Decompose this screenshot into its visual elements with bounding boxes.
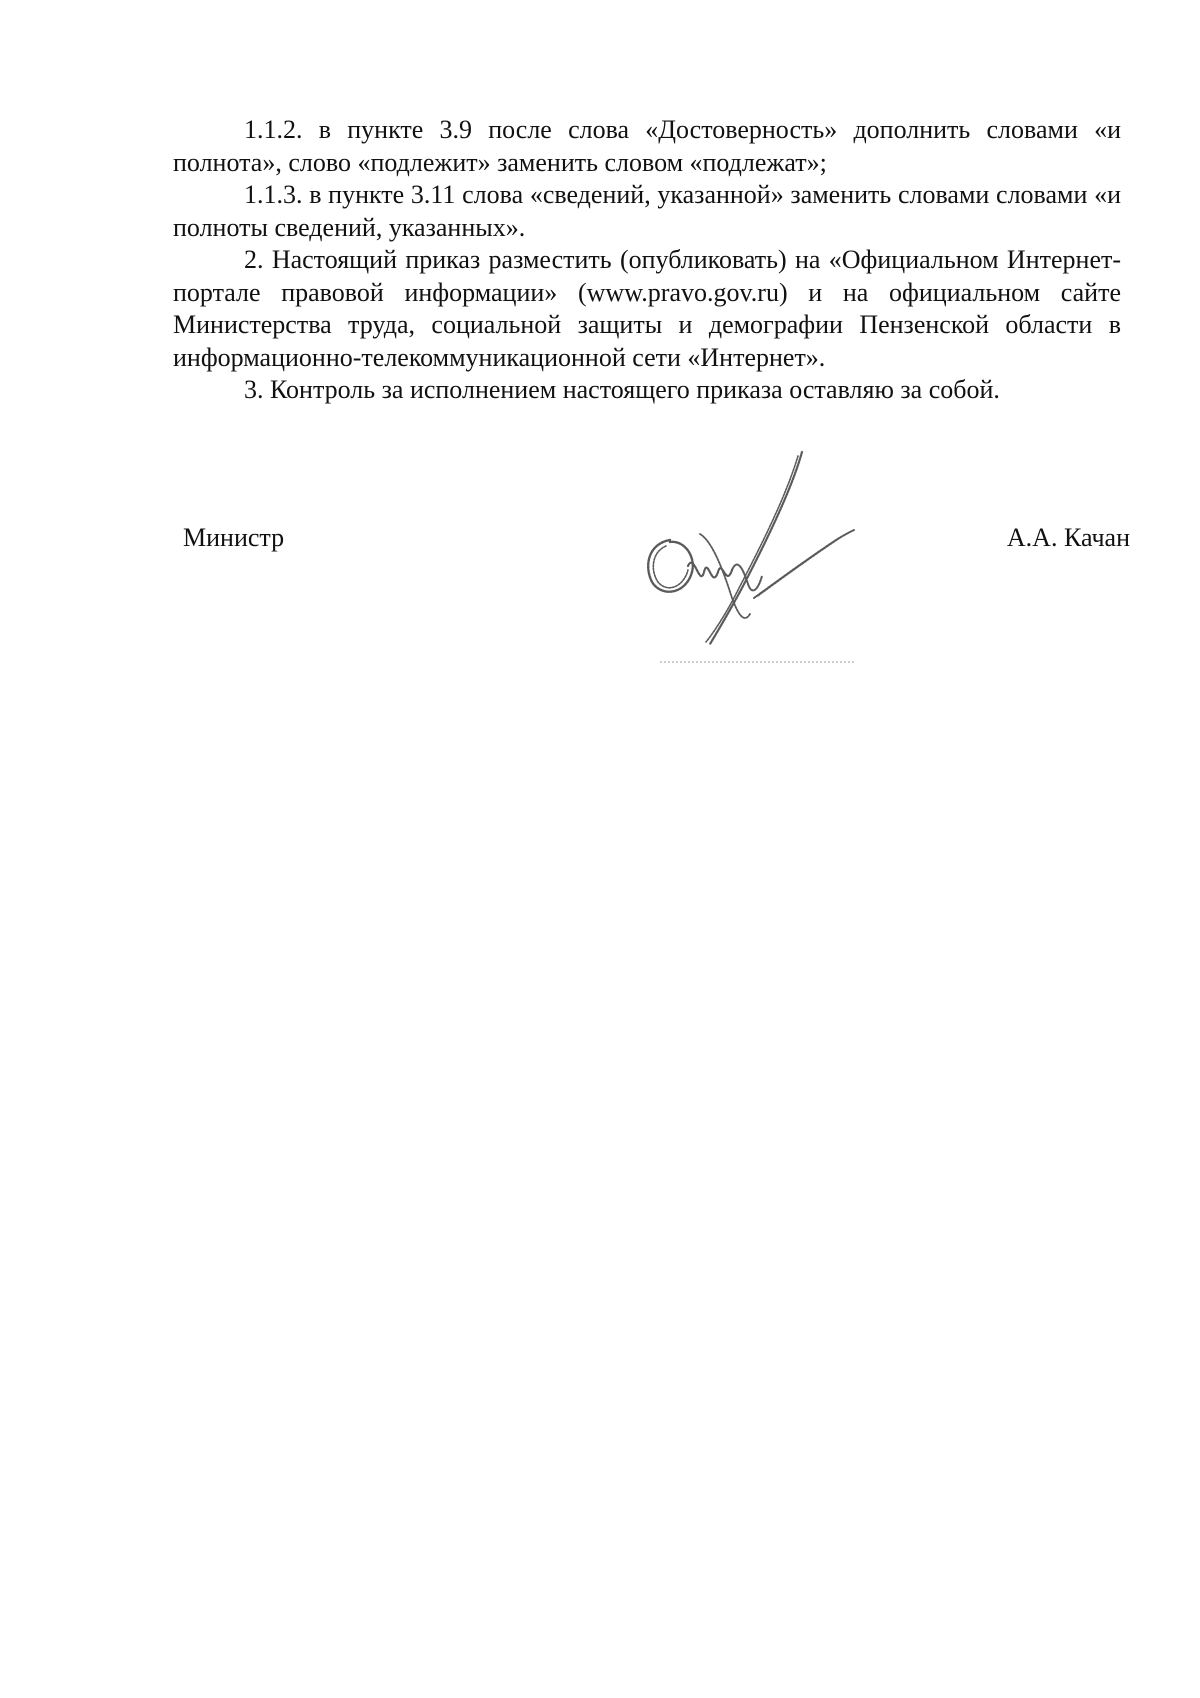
- paragraph-3: 3. Контроль за исполнением настоящего приказа оставляю за собой.: [244, 375, 1000, 404]
- paragraph-1-1-3: 1.1.3. в пункте 3.11 слова «сведений, указанной» заменить словами словами «и полноты сведений, указанных».: [173, 180, 1121, 242]
- signature-block: [0, 0, 1200, 700]
- handwritten-signature-icon: [640, 448, 860, 670]
- paragraph-1-1-2: 1.1.2. в пункте 3.9 после слова «Достоверность» дополнить словами «и полнота», слово «подлежит» заменить словом «подлежат»;: [173, 115, 1121, 177]
- paragraph-2: 2. Настоящий приказ разместить (опубликовать) на «Официальном Интернет-портале правовой информации» (www.pravo.gov.ru) и на официальном сайте Министерства труда, социальной защиты и демографии Пензенской области в информационно-телекоммуникационной сети «Интернет».: [173, 245, 1121, 372]
- signer-role: Министр: [183, 523, 285, 552]
- signer-name: А.А. Качан: [1006, 523, 1130, 552]
